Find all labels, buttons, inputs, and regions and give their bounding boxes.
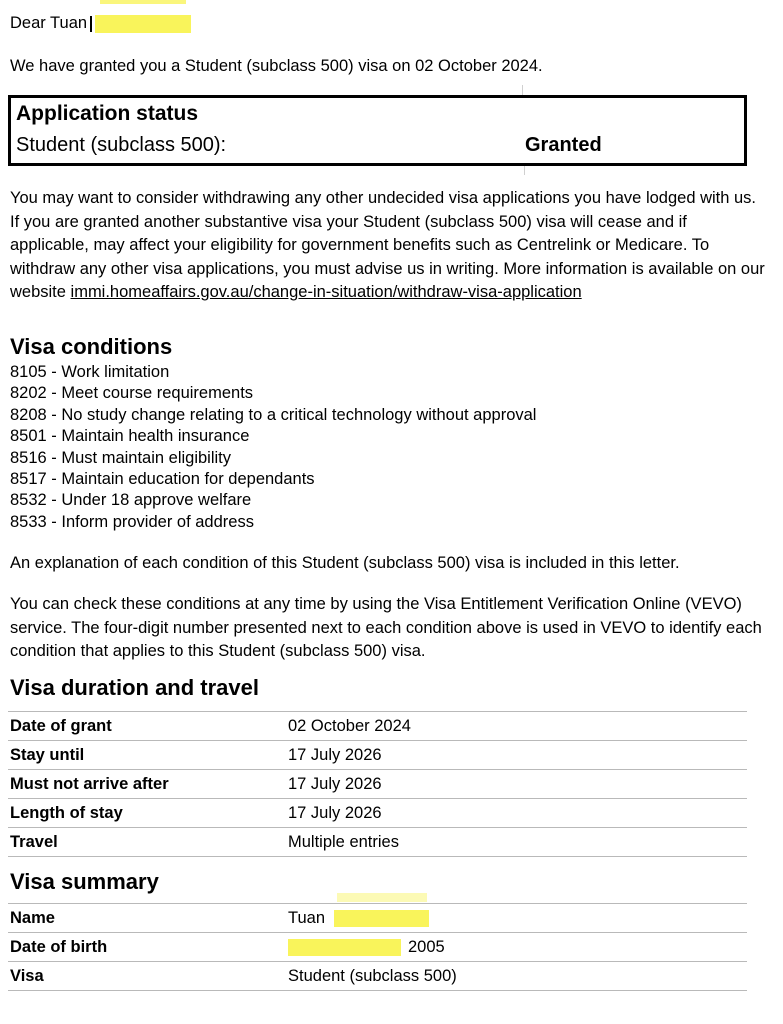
- partial-letter-mark: [90, 16, 92, 32]
- table-edge-artifact: [524, 166, 525, 175]
- visa-condition-item: 8532 - Under 18 approve welfare: [10, 491, 252, 510]
- row-label: Length of stay: [10, 803, 123, 822]
- row-label: Date of grant: [10, 716, 112, 735]
- table-row: [8, 769, 747, 798]
- application-status-box: [8, 95, 747, 166]
- withdraw-paragraph: [10, 187, 767, 305]
- visa-summary-table: [8, 903, 747, 991]
- row-label: Travel: [10, 832, 58, 851]
- visa-conditions-heading: Visa conditions: [10, 334, 173, 359]
- visa-condition-item: 8517 - Maintain education for dependants: [10, 470, 315, 489]
- name-visible-part: Tuan: [288, 908, 325, 927]
- table-row: [8, 798, 747, 827]
- greeting-line: [10, 13, 191, 34]
- redaction-highlight-smudge: [337, 893, 427, 902]
- visa-condition-item: 8533 - Inform provider of address: [10, 512, 254, 531]
- redaction-highlight-name: [95, 15, 191, 33]
- row-label: Visa: [10, 966, 44, 985]
- application-status-title: Application status: [16, 102, 199, 125]
- redaction-highlight-birthdate: [288, 939, 401, 956]
- row-label: Name: [10, 908, 55, 927]
- visa-summary-heading: Visa summary: [10, 869, 159, 894]
- visa-condition-item: 8208 - No study change relating to a critical technology without approval: [10, 405, 537, 424]
- row-value: 02 October 2024: [288, 716, 411, 735]
- table-edge-artifact: [522, 85, 523, 95]
- visa-conditions-list: [10, 362, 536, 533]
- vevo-paragraph: You can check these conditions at any time by using the Visa Entitlement Verification Online (VEVO) service. The four-digit number presented next to each condition above is used in VEVO to identify each condition that applies to this Student (subclass 500) visa.: [10, 595, 762, 660]
- row-value: 17 July 2026: [288, 774, 382, 793]
- table-row: [8, 961, 747, 990]
- redaction-highlight-surname: [334, 910, 429, 927]
- redaction-highlight-top-sliver: [100, 0, 186, 4]
- row-label: Must not arrive after: [10, 774, 169, 793]
- visa-condition-item: 8105 - Work limitation: [10, 363, 170, 381]
- row-label: Stay until: [10, 745, 85, 764]
- row-value: Student (subclass 500): [288, 966, 457, 985]
- table-row: [8, 740, 747, 769]
- table-row: [8, 932, 747, 961]
- table-row: [8, 711, 747, 740]
- explanation-paragraph: An explanation of each condition of this Student (subclass 500) visa is included in this letter.: [10, 554, 680, 572]
- row-label: Date of birth: [10, 937, 108, 956]
- visa-condition-item: 8501 - Maintain health insurance: [10, 427, 250, 446]
- application-status-row: [16, 133, 736, 157]
- withdraw-text: You may want to consider withdrawing any other undecided visa applications you have lodged with us. If you are granted another substantive visa your Student (subclass 500) visa will cease and if applicable, may affect your eligibility for government benefits such as Centrelink or Medicare. To withdraw any other visa applications, you must advise us in writing. More information is available on our website: [10, 189, 765, 301]
- table-row: [8, 903, 747, 932]
- visa-duration-heading: Visa duration and travel: [10, 675, 260, 700]
- application-status-label: Student (subclass 500):: [16, 134, 227, 156]
- row-value: Multiple entries: [288, 832, 399, 851]
- row-value: [288, 938, 747, 957]
- grant-statement: We have granted you a Student (subclass 500) visa on 02 October 2024.: [10, 57, 543, 75]
- application-status-value: Granted: [525, 134, 602, 156]
- visa-condition-item: 8516 - Must maintain eligibility: [10, 448, 232, 467]
- row-value: 17 July 2026: [288, 745, 382, 764]
- greeting-text: Dear Tuan: [10, 14, 88, 32]
- visa-duration-table: [8, 711, 747, 857]
- row-value: [288, 909, 747, 928]
- visa-condition-item: 8202 - Meet course requirements: [10, 384, 254, 403]
- table-row: [8, 827, 747, 856]
- withdraw-link[interactable]: immi.homeaffairs.gov.au/change-in-situation/withdraw-visa-application: [70, 283, 582, 301]
- birth-year-visible-part: 2005: [408, 937, 445, 956]
- row-value: 17 July 2026: [288, 803, 382, 822]
